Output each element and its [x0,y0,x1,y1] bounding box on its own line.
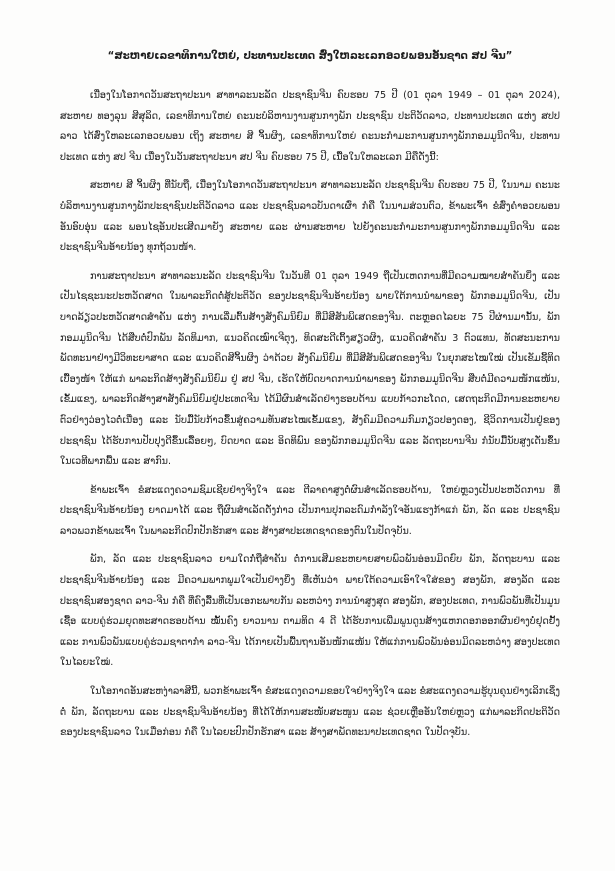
paragraph-greeting: ສະຫາຍ ສີ ຈິ້ນຜິງ ທີ່ນັບຖື, ເນື່ອງໃນໂອກາດວັນສະຖາປະນາ ສາທາລະນະລັດ ປະຊາຊົນຈີນ ຄົບຮອບ 75 ປີ, ໃນນາມ ຄະນະບໍລິຫານງານສູນກາງພັກປະຊາຊົນປະຕິວັດລາວ ແລະ ປະຊາຊົນລາວບັນດາເຜົ່າ ກໍຄື ໃນນາມສ່ວນຕົວ, ຂ້າພະເຈົ້າ ຂໍສົ່ງຄຳອວຍພອນອັນອົບອຸ່ນ ແລະ ພອນໄຊອັນປະເສີດມາຍັງ ສະຫາຍ ແລະ ຜ່ານສະຫາຍ ໄປຍັງຄະນະກຳມະການສູນກາງພັກກອມມູນິດຈີນ ແລະ ປະຊາຊົນຈີນອ້າຍນ້ອງ ທຸກຖ້ວນໜ້າ. [60,180,560,254]
document-body [60,86,560,744]
paragraph-intro: ເນື່ອງໃນໂອກາດວັນສະຖາປະນາ ສາທາລະນະລັດ ປະຊາຊົນຈີນ ຄົບຮອບ 75 ປີ (01 ຕຸລາ 1949 – 01 ຕຸລາ 2024), ສະຫາຍ ທອງລຸນ ສີສຸລິດ, ເລຂາທິການໃຫຍ່ ຄະນະບໍລິຫານງານສູນກາງພັກ ປະຊາຊົນ ປະຕິວັດລາວ, ປະທານປະເທດ ແຫ່ງ ສປປ ລາວ ໄດ້ສົ່ງໃຫລະເລກອວຍພອນ ເຖິງ ສະຫາຍ ສີ ຈິ້ນຜິງ, ເລຂາທິການໃຫຍ່ ຄະນະກຳມະການສູນກາງພັກກອມມູນິດຈີນ, ປະທານປະເທດ ແຫ່ງ ສປ ຈີນ ເນື່ອງໃນວັນສະຖາປະນາ ສປ ຈີນ ຄົບຮອບ 75 ປີ, ເນື້ອໃນໃຫລະເລກ ມີຄືດັ່ງນີ້: [60,90,560,163]
paragraph-history: ການສະຖາປະນາ ສາທາລະນະລັດ ປະຊາຊົນຈີນ ໃນວັນທີ 01 ຕຸລາ 1949 ຖືເປັນເຫດການທີ່ມີຄວາມໝາຍສຳຄັນຍິ່ງ ແລະ ເປັນໄຊຊະນະປະຫວັດສາດ ໃນພາລະກິດຕໍ່ສູ້ປະຕິວັດ ຂອງປະຊາຊົນຈີນອ້າຍນ້ອງ ພາຍໃຕ້ການນຳພາຂອງ ພັກກອມມູນິດຈີນ, ເປັນບາດລ້ຽວປະຫວັດສາດສຳຄັນ ແຫ່ງ ການເລີ່ມຕົ້ນສ້າງສັງຄົມນິຍົມ ທີ່ມີສີສັນພິເສດຂອງຈີນ. ຕະຫຼອດໄລຍະ 75 ປີຜ່ານມານັ້ນ, ພັກກອມມູນິດຈີນ ໄດ້ສືບຕໍ່ປົກພັນ ລັດທິມາກ, ແນວຄິດເໝົາເຈີຕຸງ, ທິດສະດີເຕິ້ງສຽວຜິງ, ແນວຄິດສຳຄັນ 3 ຕົວແທນ, ທັດສະນະການພັດທະນາຢ່າງມີວິທະຍາສາດ ແລະ ແນວຄິດສີຈິ້ນຜິງ ວ່າດ້ວຍ ສັງຄົມນິຍົມ ທີ່ມີສີສັນພິເສດຂອງຈີນ ໃນຍຸກສະໄໝໃໝ່ ເປັນເຂັມຊີ້ທິດເບື້ອງໜ້າ ໃຫ້ແກ່ ພາລະກິດສ້າງສັງຄົມນິຍົມ ຢູ່ ສປ ຈີນ, ເຮັດໃຫ້ບົດບາດການນຳພາຂອງ ພັກກອມມູນິດຈີນ ສືບຕໍ່ມີຄວາມໜັກແໜ້ນ, ເຂັ້ມແຂງ, ພາລະກິດສ້າງສາສັງຄົມນິຍົມຢູ່ປະເທດຈີນ ໄດ້ມີຜົນສຳເລັດຢ່າງຮອບດ້ານ ແບບກ້າວກະໂດດ, ເສດຖະກິດມີການຂະຫຍາຍຕົວຢ່າງວ່ອງໄວຕໍ່ເນື່ອງ ແລະ ນັບມື້ນັບກ້າວຂຶ້ນສູ່ຄວາມທັນສະໄໝເຂັ້ມແຂງ, ສັງຄົມມີຄວາມກົມກຽວປອງດອງ, ຊີວິດການເປັນຢູ່ຂອງປະຊາຊົນ ໄດ້ຮັບການປັບປຸງດີຂຶ້ນເລື້ອຍໆ, ບົດບາດ ແລະ ອິດທິພົນ ຂອງພັກກອມມູນິດຈີນ ແລະ ລັດຖະບານຈີນ ກໍນັບມື້ນັບສູງເດັ່ນຂຶ້ນ ໃນເວທີພາກພື້ນ ແລະ ສາກົນ. [60,270,560,468]
document-title: “ສະຫາຍເລຂາທິການໃຫຍ່, ປະທານປະເທດ ສົ່ງໃຫລະເລກອວຍພອນອັນຊາດ ສປ ຈີນ” [107,51,513,62]
paragraph-gratitude: ໃນໂອກາດອັນສະຫງ່າລາສີນີ້, ພວກຂ້າພະເຈົ້າ ຂໍສະແດງຄວາມຂອບໃຈຢ່າງຈິງໃຈ ແລະ ຂໍສະແດງຄວາມຮູ້ບຸນຄຸນຢ່າງເລິກເຊິ່ງ ຕໍ່ ພັກ, ລັດຖະບານ ແລະ ປະຊາຊົນຈີນອ້າຍນ້ອງ ທີ່ໄດ້ໃຫ້ການສະໜັບສະໜູນ ແລະ ຊ່ວຍເຫຼືອອັນໃຫຍ່ຫຼວງ ແກ່ພາລະກິດປະຕິວັດຂອງປະຊາຊົນລາວ ໃນເມື່ອກ່ອນ ກໍຄື ໃນໄລຍະປົກປັກຮັກສາ ແລະ ສ້າງສາພັດທະນາປະເທດຊາດ ໃນປັດຈຸບັນ. [60,686,560,739]
paragraph-congratulation: ຂ້າພະເຈົ້າ ຂໍສະແດງຄວາມຊົມເຊີຍຢ່າງຈິງໃຈ ແລະ ຕີລາຄາສູງຕໍ່ຜົນສຳເລັດຮອບດ້ານ, ໃຫຍ່ຫຼວງເປັນປະຫວັດການ ທີ່ປະຊາຊົນຈີນອ້າຍນ້ອງ ຍາດມາໄດ້ ແລະ ຖືຜົນສຳເລັດດັ່ງກ່າວ ເປັນການປຸກລະດົມກຳລັງໃຈອັນແຮງກ້າແກ່ ພັກ, ລັດ ແລະ ປະຊາຊົນລາວພວກຂ້າພະເຈົ້າ ໃນພາລະກິດປົກປັກຮັກສາ ແລະ ສ້າງສາປະເທດຊາດຂອງຕົນໃນປັດຈຸບັນ. [60,484,560,537]
paragraph-relations: ພັກ, ລັດ ແລະ ປະຊາຊົນລາວ ຍາມໃດກໍ່ຖືສຳຄັນ ຕໍ່ການເສີມຂະຫຍາຍສາຍພົວພັນອ່ອນມິດຍົບ ພັກ, ລັດຖະບານ ແລະ ປະຊາຊົນຈີນອ້າຍນ້ອງ ແລະ ມີຄວາມພາກພູມໃຈເປັນຢ່າງຍິ່ງ ທີ່ເຫັນວ່າ ພາຍໃຕ້ຄວາມເອົາໃຈໃສ່ຂອງ ສອງພັກ, ສອງລັດ ແລະ ປະຊາຊົນສອງຊາດ ລາວ-ຈີນ ກໍຄື ທີ່ຄົງລື້ນທີ່ເປັນເອກະພາບກັນ ລະຫວ່າງ ການນຳສູງສຸດ ສອງພັກ, ສອງປະເທດ, ການພົວພັນທີ່ເປັນມູນເຊື້ອ ແບບຄູ່ຮ່ວມຍຸດທະສາດຮອບດ້ານ ໝັ້ນຄົງ ຍາວນານ ຕາມທິດ 4 ດີ ໄດ້ຮັບການເພີ່ມພູນດູນສ້າງແຫກດອກອອກຜົນຢ່າງບໍ່ຢຸດຢັ້ງ ແລະ ການພົວພັນແບບຄູ່ຮ່ວມຊາຕາກຳ ລາວ-ຈີນ ໄດ້ກາຍເປັນພື້ນຖານອັນໜັກແໜ້ນ ໃຫ້ແກ່ການພົວພັນອ່ອນມິດລະຫວ່າງ ສອງປະເທດ ໃນໄລຍະໃໝ່. [60,554,560,669]
